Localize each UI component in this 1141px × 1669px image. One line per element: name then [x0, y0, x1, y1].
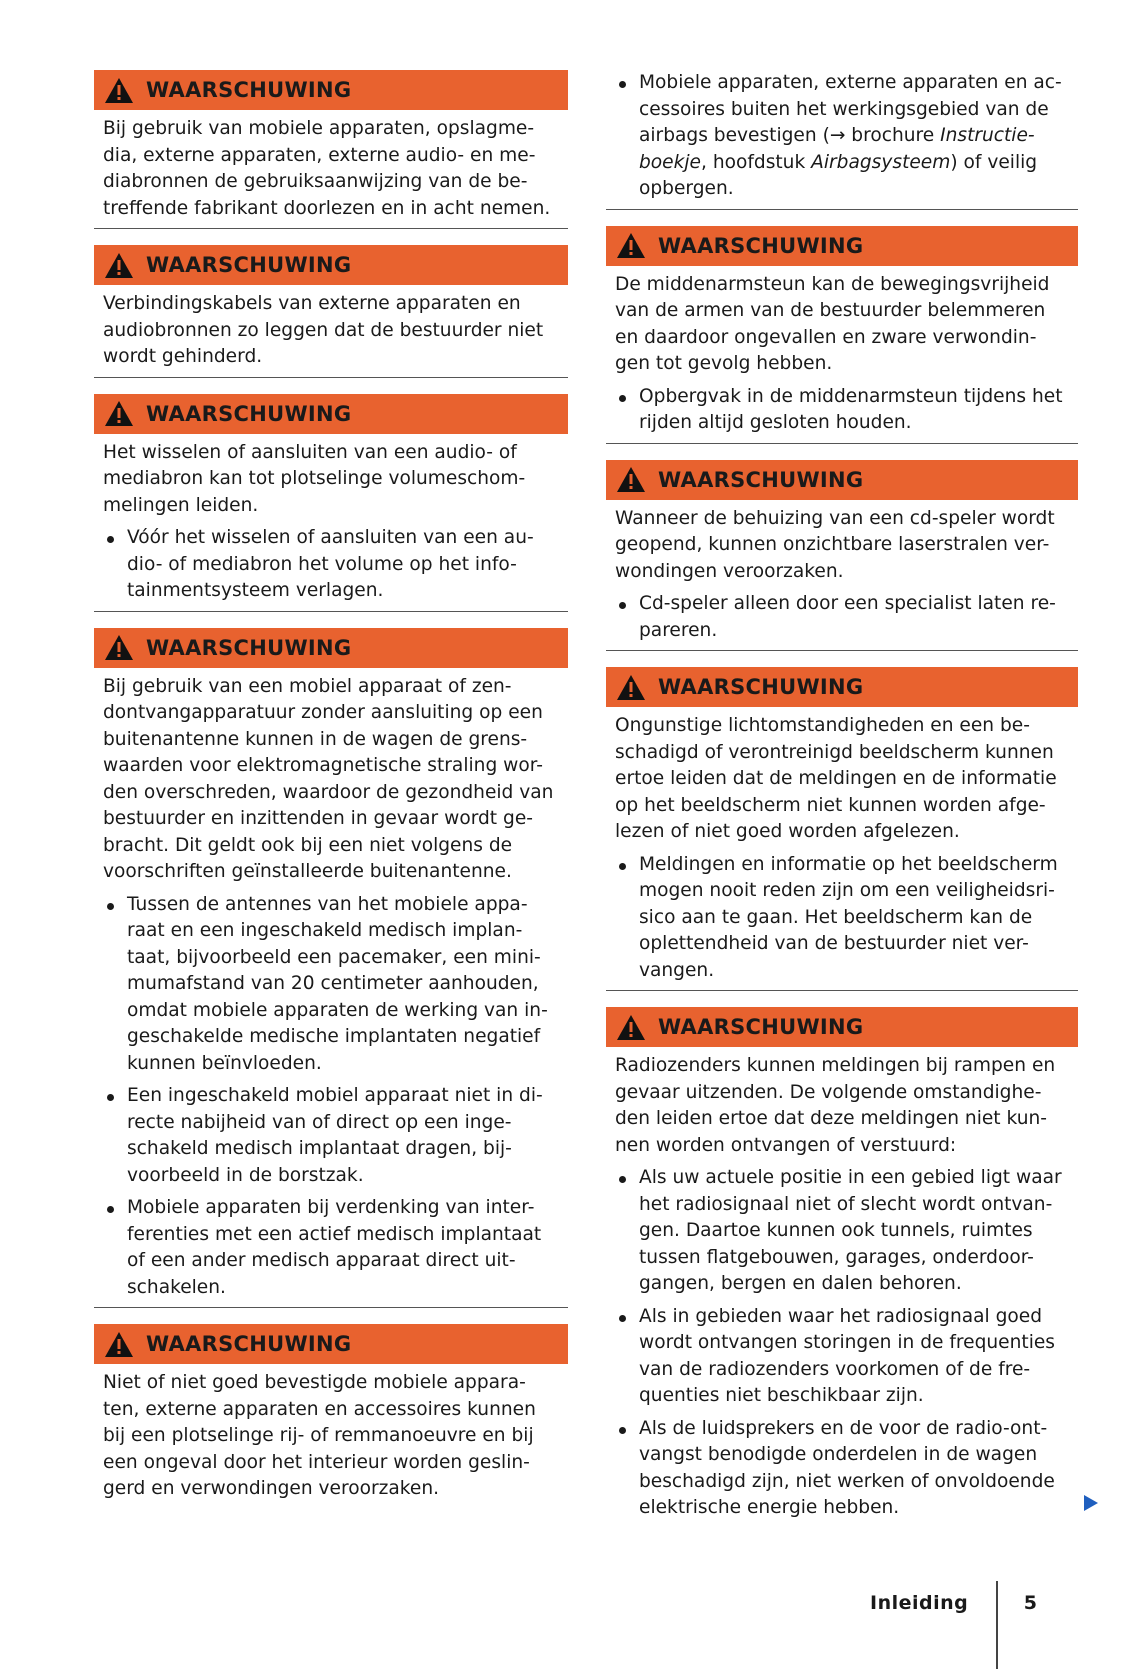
warning-triangle-icon: [104, 634, 134, 661]
list-item: Vóór het wisselen of aansluiten van een au- dio- of mediabron het volume op het info- tainmentsysteem verlagen.: [103, 525, 560, 605]
warning-bullets: [615, 852, 1070, 985]
warning-text: Ongunstige lichtomstandigheden en een be- schadigd of verontreinigd beeldscherm kunnen ertoe leiden dat de meldingen en de informatie op het beeldscherm niet kunnen worden afge- lezen of niet goed worden afgelezen.: [615, 715, 1057, 842]
list-item: Mobiele apparaten, externe apparaten en ac- cessoires buiten het werkingsgebied van de airbags bevestigen (→ brochure Instructie- boekje, hoofdstuk Airbagsysteem) of veilig opbergen.: [615, 70, 1070, 203]
list-item: Mobiele apparaten bij verdenking van inter- ferenties met een actief medisch implantaat of een ander medisch apparaat direct uit- schakelen.: [103, 1195, 560, 1301]
warning-box: [94, 394, 568, 612]
warning-triangle-icon: [616, 466, 646, 493]
footer-section-title: Inleiding: [870, 1592, 969, 1614]
warning-text: Bij gebruik van mobiele apparaten, opslagme- dia, externe apparaten, externe audio- en me- diabronnen de gebruiksaanwijzing van de be- treffende fabrikant doorlezen en in acht nemen.: [103, 118, 551, 219]
list-item: Als in gebieden waar het radiosignaal goed wordt ontvangen storingen in de frequenties van de radiozenders voorkomen of de fre- quenties niet beschikbaar zijn.: [615, 1304, 1070, 1410]
warning-header: [606, 1007, 1078, 1047]
warning-text: Wanneer de behuizing van een cd-speler wordt geopend, kunnen onzichtbare laserstralen ver- wondingen veroorzaken.: [615, 507, 1055, 582]
warning-title: WAARSCHUWING: [658, 233, 864, 258]
list-item: Een ingeschakeld mobiel apparaat niet in di- recte nabijheid van of direct op een inge- schakeld medisch implantaat dragen, bij- voorbeeld in de borstzak.: [103, 1083, 560, 1189]
right-column: [606, 70, 1078, 1544]
warning-text: De middenarmsteun kan de bewegingsvrijheid van de armen van de bestuurder belemmeren en daardoor ongevallen en zware verwondin- gen tot gevolg hebben.: [615, 273, 1050, 374]
warning-header: [606, 226, 1078, 266]
list-item: Meldingen en informatie op het beeldscherm mogen nooit reden zijn om een veiligheidsri- sico aan te gaan. Het beeldscherm kan de oplettendheid van de bestuurder niet ver- vangen.: [615, 852, 1070, 985]
footer-divider: [996, 1581, 998, 1669]
warning-triangle-icon: [104, 77, 134, 104]
list-item: Opbergvak in de middenarmsteun tijdens het rijden altijd gesloten houden.: [615, 384, 1070, 437]
left-column: [94, 70, 568, 1525]
list-item: Cd-speler alleen door een specialist laten re- pareren.: [615, 591, 1070, 644]
warning-triangle-icon: [104, 400, 134, 427]
warning-box: [94, 70, 568, 229]
continue-arrow-icon: [1084, 1495, 1098, 1511]
warning-triangle-icon: [104, 252, 134, 279]
list-item: Als uw actuele positie in een gebied ligt waar het radiosignaal niet of slecht wordt ontvan- gen. Daartoe kunnen ook tunnels, ruimtes tussen flatgebouwen, garages, onderdoor- gangen, bergen en dalen behoren.: [615, 1165, 1070, 1298]
warning-title: WAARSCHUWING: [146, 1332, 352, 1356]
warning-title: WAARSCHUWING: [146, 635, 352, 660]
warning-title: WAARSCHUWING: [658, 675, 864, 699]
warning-title: WAARSCHUWING: [146, 78, 352, 102]
warning-header: [94, 245, 568, 285]
warning-header: [606, 460, 1078, 500]
warning-box: [606, 667, 1078, 991]
warning-bullets: [615, 384, 1070, 437]
warning-box: [606, 1007, 1078, 1528]
warning-bullets: [615, 1165, 1070, 1522]
warning-text: Bij gebruik van een mobiel apparaat of zen- dontvangapparatuur zonder aansluiting op een buitenantenne kunnen in de wagen de grens- waarden voor elektromagnetische straling wor- den overschreden, waardoor de gezondheid van bestuurder en inzittenden in gevaar wordt ge- bracht. Dit geldt ook bij een niet volgens de voorschriften geïnstalleerde buitenantenne.: [103, 675, 554, 882]
warning-text: Niet of niet goed bevestigde mobiele appara- ten, externe apparaten en accessoires kunnen bij een plotselinge rij- of remmanoeuvre en bij een ongeval door het interieur worden geslin- gerd en verwondingen veroorzaken.: [103, 1372, 536, 1499]
warning-box: [606, 226, 1078, 444]
warning-box: [94, 245, 568, 378]
warning-title: WAARSCHUWING: [658, 1015, 864, 1039]
warning-bullets: [103, 892, 560, 1302]
warning-text: Radiozenders kunnen meldingen bij rampen en gevaar uitzenden. De volgende omstandighe- den leiden ertoe dat deze meldingen niet kun- nen worden ontvangen of verstuurd:: [615, 1055, 1056, 1156]
warning-triangle-icon: [616, 674, 646, 701]
continued-bullets: [606, 70, 1078, 210]
list-item: Als de luidsprekers en de voor de radio-ont- vangst benodigde onderdelen in de wagen beschadigd zijn, niet werken of onvoldoende elektrische energie hebben.: [615, 1416, 1070, 1522]
warning-header: [606, 667, 1078, 707]
warning-box: [606, 460, 1078, 652]
warning-triangle-icon: [104, 1331, 134, 1358]
warning-text: Verbindingskabels van externe apparaten en audiobronnen zo leggen dat de bestuurder niet wordt gehinderd.: [103, 293, 544, 367]
warning-header: [94, 1324, 568, 1364]
warning-title: WAARSCHUWING: [146, 253, 352, 277]
warning-header: [94, 70, 568, 110]
warning-title: WAARSCHUWING: [658, 467, 864, 492]
page-footer: [870, 1583, 1037, 1623]
warning-box: [94, 628, 568, 1309]
page-number: 5: [1023, 1592, 1037, 1614]
warning-title: WAARSCHUWING: [146, 401, 352, 426]
warning-box: [94, 1324, 568, 1509]
warning-header: [94, 628, 568, 668]
list-item: Tussen de antennes van het mobiele appa- raat en een ingeschakeld medisch implan- taat, bijvoorbeeld een pacemaker, een mini- mumafstand van 20 centimeter aanhouden, omdat mobiele apparaten de werking van in- geschakelde medische implantaten negatief kunnen beïnvloeden.: [103, 892, 560, 1078]
warning-bullets: [103, 525, 560, 605]
warning-triangle-icon: [616, 232, 646, 259]
warning-triangle-icon: [616, 1014, 646, 1041]
warning-text: Het wisselen of aansluiten van een audio- of mediabron kan tot plotselinge volumeschom- melingen leiden.: [103, 441, 526, 516]
warning-bullets: [615, 591, 1070, 644]
warning-header: [94, 394, 568, 434]
